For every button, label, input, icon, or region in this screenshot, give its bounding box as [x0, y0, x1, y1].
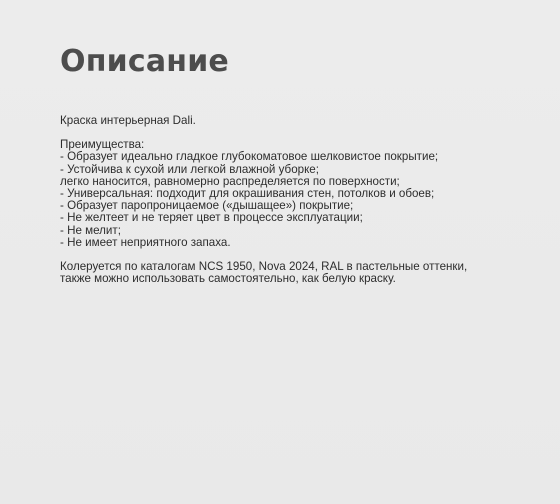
- advantage-item: - Универсальная: подходит для окрашивания стен, потолков и обоев;: [60, 187, 435, 201]
- advantage-item: легко наносится, равномерно распределяется по поверхности;: [60, 174, 400, 188]
- description-body: [60, 115, 530, 285]
- section-title: Описание: [60, 44, 229, 79]
- advantages-list: [60, 151, 530, 249]
- closing-text: Колеруется по каталогам NCS 1950, Nova 2024, RAL в пастельные оттенки, также можно использовать самостоятельно, как белую краску.: [60, 260, 468, 286]
- advantage-item: - Не имеет неприятного запаха.: [60, 235, 231, 249]
- advantages-heading: Преимущества:: [60, 138, 145, 152]
- advantage-item: - Не желтеет и не теряет цвет в процессе эксплуатации;: [60, 211, 363, 225]
- intro-text: Краска интерьерная Dali.: [60, 114, 196, 127]
- advantage-item: - Образует идеально гладкое глубокоматовое шелковистое покрытие;: [60, 150, 439, 164]
- advantage-item: - Образует паропроницаемое («дышащее») покрытие;: [60, 199, 354, 213]
- advantage-item: - Устойчива к сухой или легкой влажной уборке;: [60, 162, 319, 176]
- advantage-item: - Не мелит;: [60, 223, 121, 237]
